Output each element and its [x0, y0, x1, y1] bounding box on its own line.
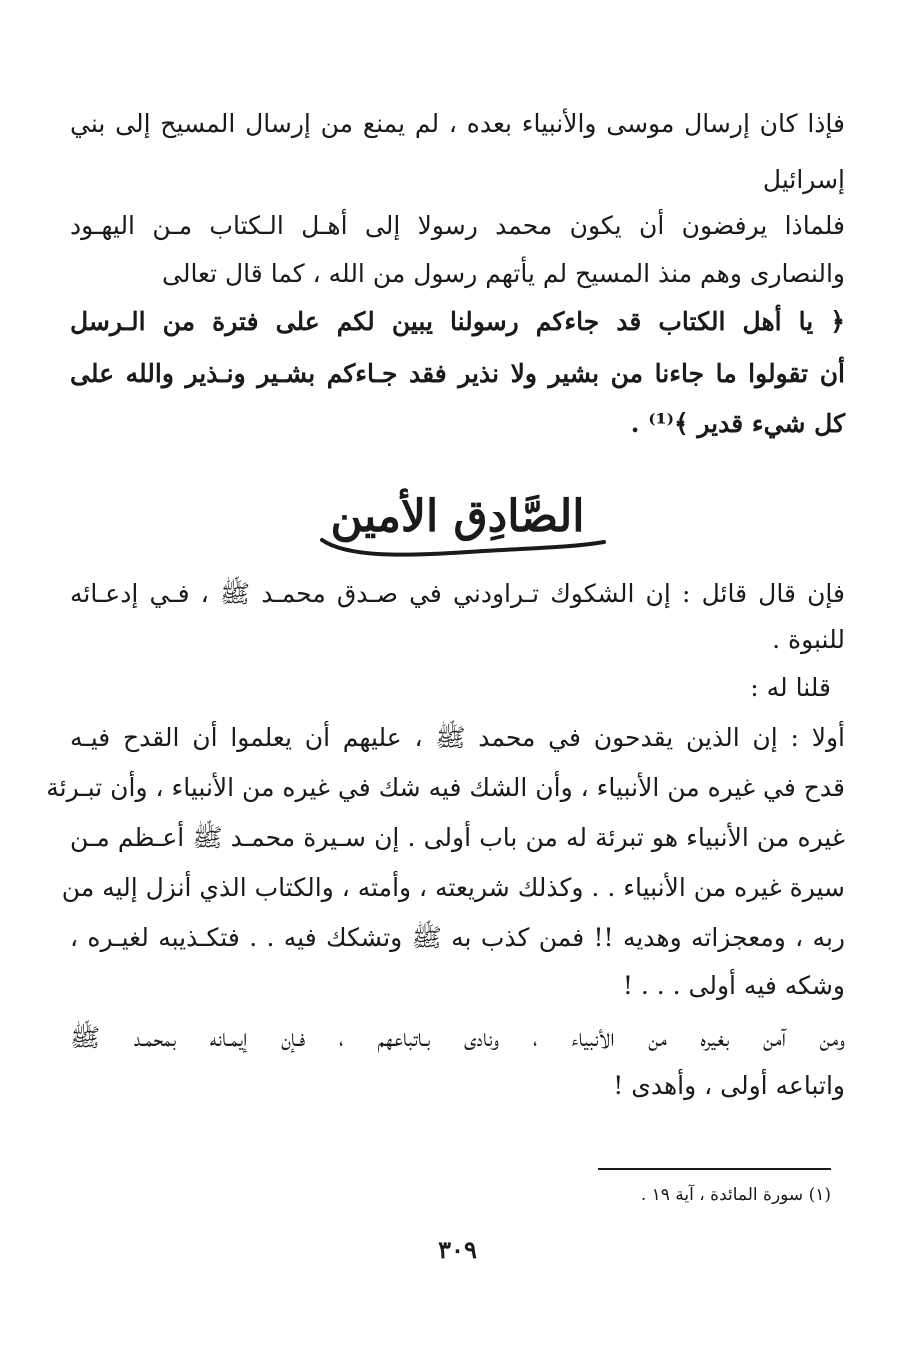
text-line: قلنا له : [750, 673, 831, 702]
text-line: فإن قال قائل : إن الشكوك تـراودني في صـدق محمـد ﷺ ، فـي إدعـائه [70, 579, 845, 608]
text-line: فإذا كان إرسال موسى والأنبياء بعده ، لم يمنع من إرسال المسيح إلى بني [70, 109, 845, 138]
text-line: إسرائيل [762, 165, 845, 194]
text-line: ربه ، ومعجزاته وهديه !! فمن كذب به ﷺ وتشكك فيه . . فتكـذيبه لغيـره ، [70, 923, 845, 952]
quran-verse-line: أن تقولوا ما جاءنا من بشير ولا نذير فقد جـاءكم بشـير ونـذير والله على [70, 359, 845, 388]
footnote: (١) سورة المائدة ، آية ١٩ . [640, 1185, 831, 1205]
text-line: قدح في غيره من الأنبياء ، وأن الشك فيه شك في غيره من الأنبياء ، وأن تبـرئة [46, 773, 845, 802]
quran-verse-line: كل شيء قدير ﴾⁽¹⁾ . [630, 409, 845, 438]
text-line: فلماذا يرفضون أن يكون محمد رسولا إلى أهـل الـكتاب مـن اليهـود [70, 211, 845, 240]
text-line: للنبوة . [772, 625, 845, 654]
text-line: أولا : إن الذين يقدحون في محمد ﷺ ، عليهم أن يعلموا أن القدح فيـه [70, 723, 845, 752]
quran-verse-line: ﴿ يا أهل الكتاب قد جاءكم رسولنا يبين لكم على فترة من الـرسل [70, 307, 845, 336]
title-swash-ornament [318, 532, 608, 562]
footnote-divider [598, 1168, 831, 1170]
text-line: وشكه فيه أولى . . . ! [622, 971, 845, 1000]
text-line: ومن آمن بغيره من الأنبياء ، ونادى بـاتباعهم ، فـإن إيمـانه بمحمـد ﷺ [70, 1023, 845, 1052]
text-line: والنصارى وهم منذ المسيح لم يأتهم رسول من الله ، كما قال تعالى [161, 259, 845, 288]
section-title: الصَّادِق الأمين [330, 491, 585, 542]
text-line: سيرة غيره من الأنبياء . . وكذلك شريعته ، وأمته ، والكتاب الذي أنزل إليه من [61, 873, 845, 902]
text-line: غيره من الأنبياء هو تبرئة له من باب أولى . إن سـيرة محمـد ﷺ أعـظم مـن [70, 823, 845, 852]
text-line: واتباعه أولى ، وأهدى ! [613, 1071, 845, 1100]
page-number: ٣٠٩ [438, 1235, 477, 1264]
